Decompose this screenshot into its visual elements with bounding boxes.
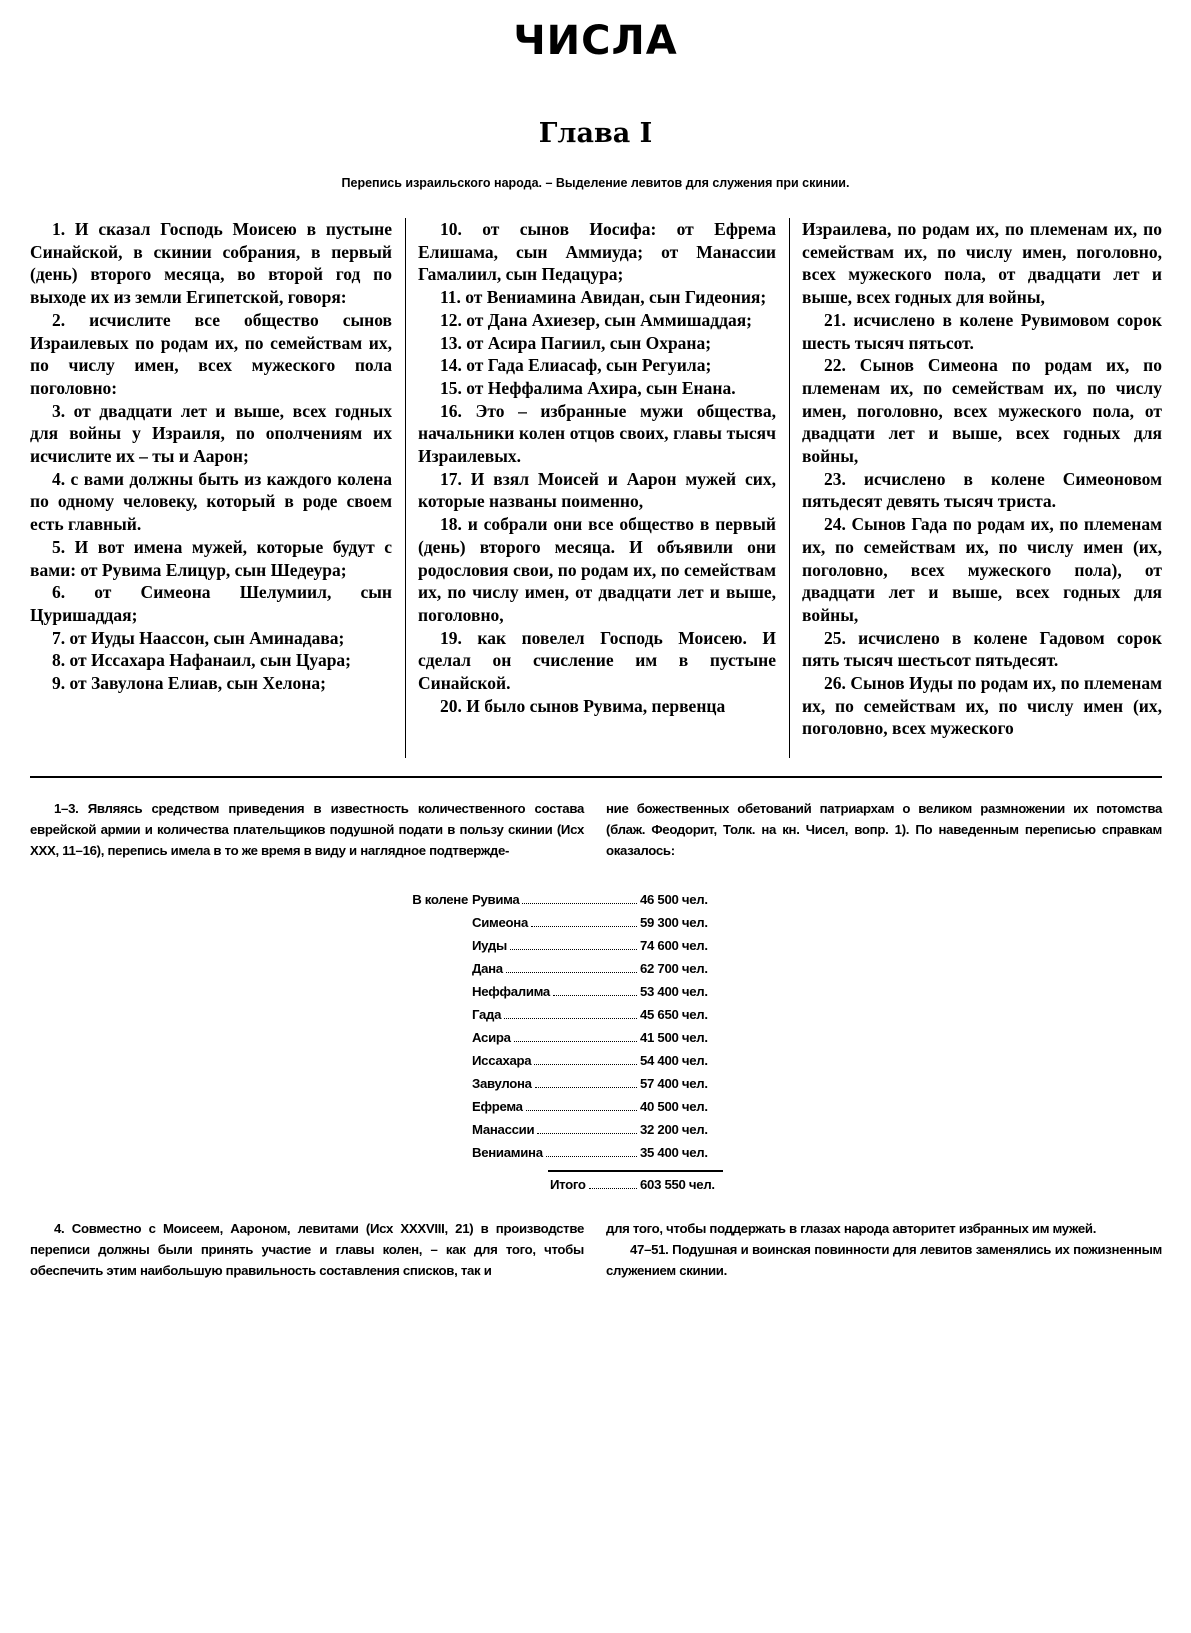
footnote-separator	[30, 776, 1162, 778]
verse: 14. от Гада Елиасаф, сын Регуила;	[440, 355, 712, 376]
verse: 7. от Иуды Наассон, сын Аминадава;	[52, 627, 345, 648]
census-tribe: Ефрема	[472, 1099, 523, 1114]
census-value: 53 400 чел.	[640, 984, 708, 999]
census-table	[398, 888, 728, 1198]
census-value: 57 400 чел.	[640, 1076, 708, 1091]
column-divider	[789, 218, 790, 758]
verse: 4. с вами должны быть из каждого колена по одному человеку, который в роде своем есть главный.	[30, 468, 392, 535]
census-value: 32 200 чел.	[640, 1122, 708, 1137]
census-tribe: Симеона	[472, 915, 528, 930]
census-value: 40 500 чел.	[640, 1099, 708, 1114]
verse: 15. от Неффалима Ахира, сын Енана.	[440, 377, 736, 398]
verse: 22. Сынов Симеона по родам их, по племенам их, по семействам их, по числу имен, поголовно, всех мужеского пола, от двадцати лет и выше, всех годных для войны,	[802, 355, 1162, 467]
verse: 1. И сказал Господь Моисею в пустыне Синайской, в скинии собрания, в первый (день) второго месяца, во второй год по выходе их из земли Египетской, говоря:	[30, 219, 392, 308]
census-total-row	[398, 1172, 728, 1198]
verse: 10. от сынов Иосифа: от Ефрема Елишама, сын Аммиуда; от Манассии Гамалиил, сын Педацура;	[418, 219, 776, 285]
verse: 2. исчислите все общество сынов Израилевых по родам их, по семействам их, по числу имен, всех мужеского пола поголовно:	[30, 309, 392, 398]
column-divider	[405, 218, 406, 758]
census-row	[398, 980, 728, 1003]
census-value: 35 400 чел.	[640, 1145, 708, 1160]
verse: 9. от Завулона Елиав, сын Хелона;	[52, 673, 326, 694]
census-tribe: Асира	[472, 1030, 511, 1045]
census-row	[398, 911, 728, 934]
note-text: для того, чтобы поддержать в глазах народа авторитет избранных им мужей.	[606, 1221, 1097, 1236]
commentary-note-4	[30, 1218, 584, 1281]
commentary-note-1-3	[30, 798, 584, 861]
census-tribe: Иссахара	[472, 1053, 532, 1068]
census-row	[398, 934, 728, 957]
text-column-3	[802, 218, 1162, 758]
verse-continuation: Израилева, по родам их, по племенам их, по семействам их, по числу имен, поголовно, всех мужеского пола, от двадцати лет и выше, всех годных для войны,	[802, 219, 1162, 308]
verse: 11. от Вениамина Авидан, сын Гидеония;	[440, 287, 767, 308]
census-row	[398, 1026, 728, 1049]
census-row	[398, 1003, 728, 1026]
census-value: 54 400 чел.	[640, 1053, 708, 1068]
verse: 25. исчислено в колене Гадовом сорок пять тысяч шестьсот пятьдесят.	[802, 627, 1162, 671]
census-value: 41 500 чел.	[640, 1030, 708, 1045]
note-text: ние божественных обетований патриархам о великом размножении их потомства (блаж. Феодорит, Толк. на кн. Чисел, вопр. 1). По наведенным переписью справкам оказалось:	[606, 801, 1162, 858]
census-tribe: Иуды	[472, 938, 507, 953]
census-row	[398, 1049, 728, 1072]
verse: 19. как повелел Господь Моисею. И сделал он счисление им в пустыне Синайской.	[418, 627, 776, 694]
text-column-1	[30, 218, 392, 758]
verse: 16. Это – избранные мужи общества, начальники колен отцов своих, главы тысяч Израилевых.	[418, 400, 776, 467]
book-title: ЧИСЛА	[513, 18, 678, 64]
commentary-note-47-51: 47–51. Подушная и воинская повинности для левитов заменялись их пожизненным служением скинии.	[606, 1242, 1162, 1278]
census-tribe: Дана	[472, 961, 503, 976]
census-prefix: В колене	[412, 892, 468, 907]
verse: 23. исчислено в колене Симеоновом пятьдесят девять тысяч триста.	[802, 468, 1162, 512]
text-column-2	[418, 218, 776, 758]
verse: 13. от Асира Пагиил, сын Охрана;	[440, 332, 712, 353]
census-row	[398, 1118, 728, 1141]
chapter-summary: Перепись израильского народа. – Выделение левитов для служения при скинии.	[341, 176, 850, 190]
verse: 20. И было сынов Рувима, первенца	[440, 695, 726, 716]
census-row	[398, 957, 728, 980]
chapter-title: Глава I	[538, 118, 653, 149]
census-total-label: Итого	[550, 1177, 586, 1192]
census-tribe: Вениамина	[472, 1145, 543, 1160]
census-value: 59 300 чел.	[640, 915, 708, 930]
verse: 5. И вот имена мужей, которые будут с вами: от Рувима Елицур, сын Шедеура;	[30, 536, 392, 580]
census-total-value: 603 550 чел.	[640, 1177, 715, 1192]
verse: 12. от Дана Ахиезер, сын Аммишаддая;	[440, 309, 752, 330]
verse: 17. И взял Моисей и Аарон мужей сих, которые названы поименно,	[418, 468, 776, 512]
census-row	[398, 1095, 728, 1118]
census-value: 62 700 чел.	[640, 961, 708, 976]
census-row	[398, 888, 728, 911]
verse: 24. Сынов Гада по родам их, по племенам их, по семействам их, по числу имен (их, поголовно, всех мужеского пола), от двадцати лет и выше, всех годных для войны,	[802, 514, 1162, 625]
commentary-note-1-3-continued	[606, 798, 1162, 861]
verse: 6. от Симеона Шелумиил, сын Цуришаддая;	[30, 582, 392, 625]
verse: 26. Сынов Иуды по родам их, по племенам их, по семействам их, по числу имен (их, поголовно, всех мужеского	[802, 673, 1162, 739]
note-text: 1–3. Являясь средством приведения в известность количественного состава еврейской армии и количества плательщиков подушной подати в пользу скинии (Исх XXX, 11–16), перепись имела в то же время в виду и наглядное подтвержде-	[30, 801, 584, 858]
census-tribe: Гада	[472, 1007, 502, 1022]
census-row	[398, 1141, 728, 1164]
census-value: 74 600 чел.	[640, 938, 708, 953]
census-value: 45 650 чел.	[640, 1007, 708, 1022]
note-text: 4. Совместно с Моисеем, Аароном, левитами (Исх XXXVIII, 21) в производстве переписи должны были принять участие и главы колен, – как для того, чтобы обеспечить этим наибольшую правильность составления списков, так и	[30, 1221, 584, 1278]
verse: 3. от двадцати лет и выше, всех годных для войны у Израиля, по ополчениям их исчислите их – ты и Аарон;	[30, 400, 392, 467]
verse: 8. от Иссахара Нафанаил, сын Цуара;	[52, 650, 352, 671]
verse: 21. исчислено в колене Рувимовом сорок шесть тысяч пятьсот.	[802, 309, 1162, 353]
census-row	[398, 1072, 728, 1095]
verse: 18. и собрали они все общество в первый (день) второго месяца. И объявили они родословия свои, по родам их, по семействам их, по числу имен, от двадцати лет и выше, поголовно,	[418, 514, 776, 625]
census-tribe: Манассии	[472, 1122, 535, 1137]
census-tribe: Завулона	[472, 1076, 532, 1091]
census-value: 46 500 чел.	[640, 892, 708, 907]
commentary-note-4-continued	[606, 1218, 1162, 1281]
census-tribe: Рувима	[472, 892, 520, 907]
census-tribe: Неффалима	[472, 984, 550, 999]
